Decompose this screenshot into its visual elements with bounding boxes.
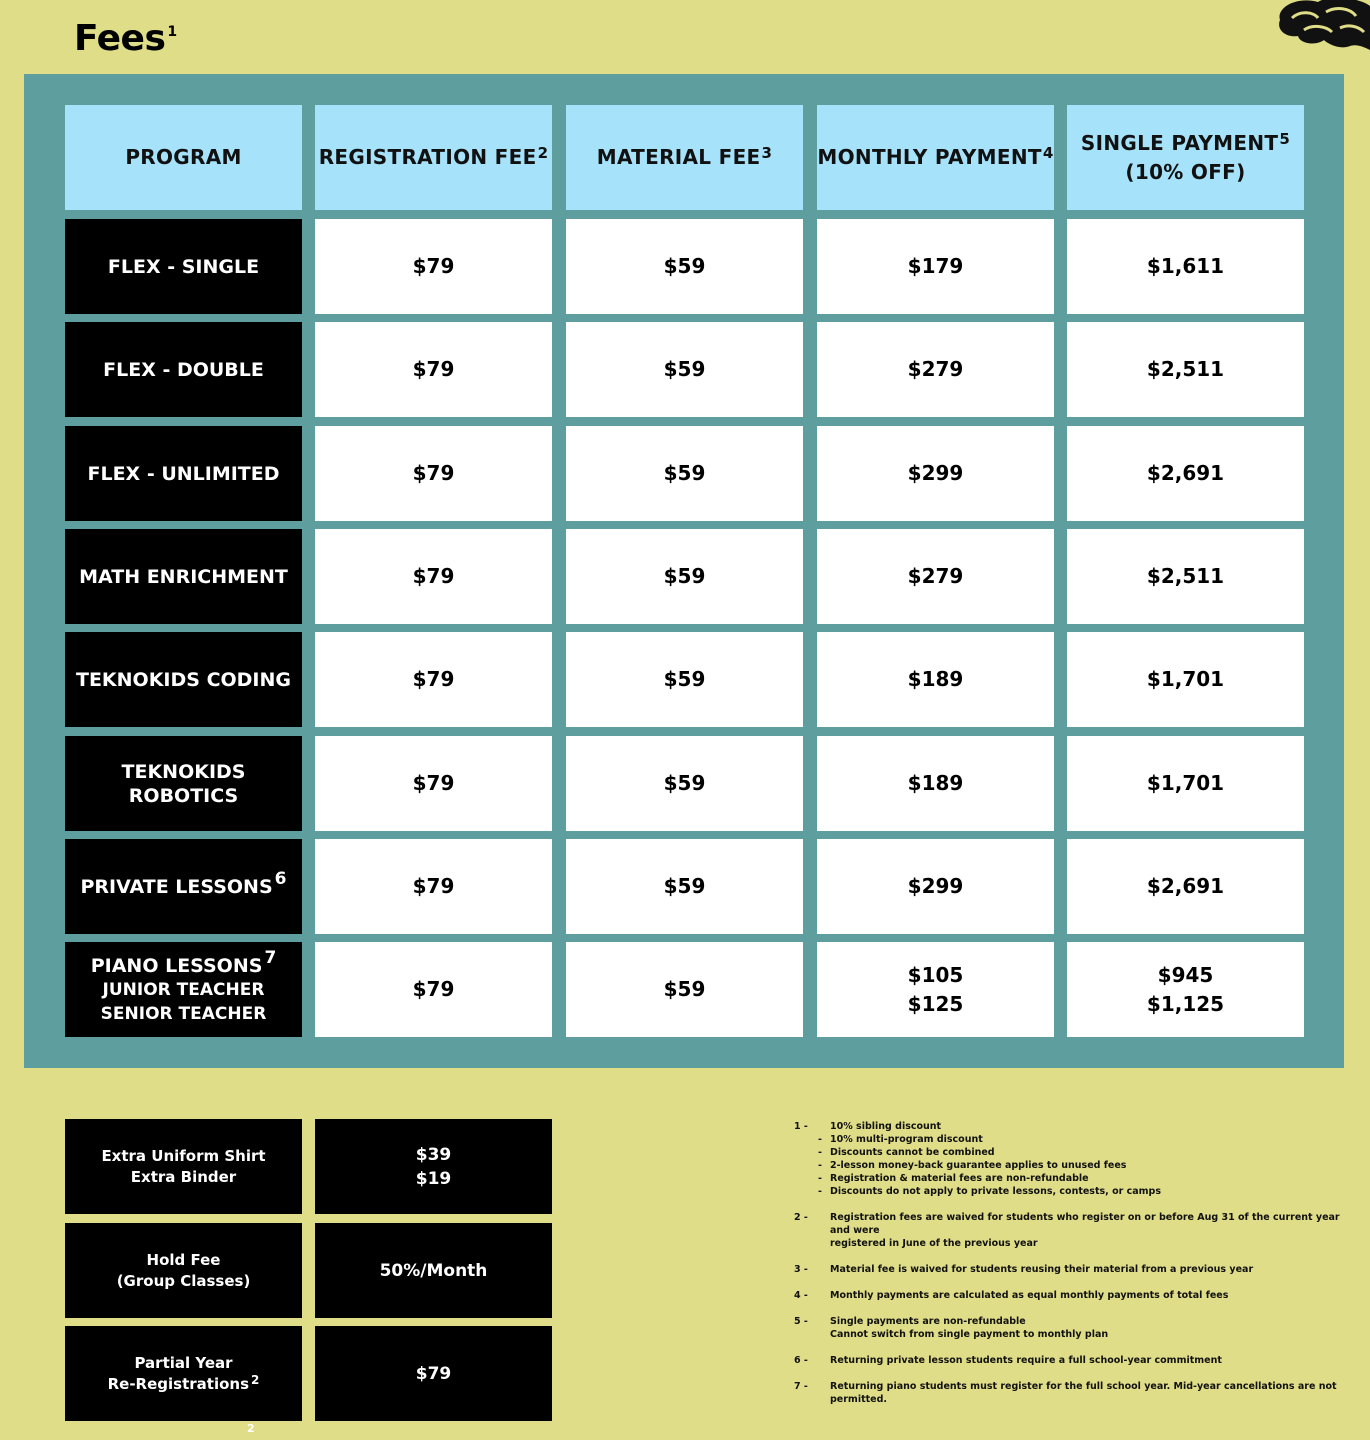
monthly-payment-cell: $279 [817, 529, 1054, 624]
monthly-payment-cell: $279 [817, 322, 1054, 417]
program-cell: FLEX - DOUBLE [65, 322, 302, 417]
registration-fee-cell: $79 [315, 736, 552, 831]
program-cell: TEKNOKIDS CODING [65, 632, 302, 727]
single-payment-cell: $1,701 [1067, 736, 1304, 831]
page-title: Fees $^1$ [74, 18, 177, 59]
footnote-marker: 3 [761, 144, 773, 162]
footnote-item: 2 - Registration fees are waived for students who register on or before Aug 31 of the current year and were registered in June of the previous year [794, 1212, 1340, 1249]
single-payment-cell: $2,691 [1067, 426, 1304, 521]
single-payment-cell: $2,691 [1067, 839, 1304, 934]
material-fee-cell: $59 [566, 839, 803, 934]
registration-fee-cell: $79 [315, 632, 552, 727]
monthly-payment-cell: $299 [817, 839, 1054, 934]
material-fee-cell: $59 [566, 219, 803, 314]
material-fee-cell: $59 [566, 529, 803, 624]
single-payment-cell: $2,511 [1067, 529, 1304, 624]
material-fee-cell: $59 [566, 736, 803, 831]
material-fee-cell: $59 [566, 942, 803, 1037]
footnote-item: 7 - Returning piano students must register for the full school year. Mid-year cancellations are not permitted. [794, 1381, 1337, 1405]
extra-fee-label: Partial Year Re-Registrations $^2$ [65, 1326, 302, 1421]
single-payment-cell: $945 $1,125 [1067, 942, 1304, 1037]
footnote-marker: 2 [251, 1372, 260, 1387]
program-cell: MATH ENRICHMENT [65, 529, 302, 624]
registration-fee-cell: $79 [315, 219, 552, 314]
monthly-payment-cell: $189 [817, 632, 1054, 727]
monthly-payment-cell: $105 $125 [817, 942, 1054, 1037]
program-cell: FLEX - UNLIMITED [65, 426, 302, 521]
footnote-marker: 4 [1042, 144, 1054, 162]
extra-fee-value: $39 $19 [315, 1119, 552, 1214]
extra-fee-label: Hold Fee (Group Classes) [65, 1223, 302, 1318]
program-cell: FLEX - SINGLE [65, 219, 302, 314]
single-payment-cell: $2,511 [1067, 322, 1304, 417]
extra-fee-value: 50%/Month [315, 1223, 552, 1318]
footnote-marker: 2 [537, 144, 549, 162]
extra-fee-value: $79 [315, 1326, 552, 1421]
monthly-payment-cell: $299 [817, 426, 1054, 521]
footnote-item: 5 - Single payments are non-refundable Cannot switch from single payment to monthly plan [794, 1316, 1109, 1340]
program-cell: PIANO LESSONS $^7$ JUNIOR TEACHER SENIOR TEACHER [65, 942, 302, 1037]
footnote-marker: 7 [264, 947, 277, 968]
header-registration-fee: REGISTRATION FEE$^2$ [315, 105, 552, 210]
header-single-payment: SINGLE PAYMENT$^5$ (10% OFF) [1067, 105, 1304, 210]
material-fee-cell: $59 [566, 426, 803, 521]
registration-fee-cell: $79 [315, 529, 552, 624]
footnote-marker: 5 [1279, 129, 1291, 148]
registration-fee-cell: $79 [315, 839, 552, 934]
footnote-marker: 6 [274, 868, 287, 889]
material-fee-cell: $59 [566, 632, 803, 727]
page-number: 2 [247, 1422, 255, 1435]
registration-fee-cell: $79 [315, 942, 552, 1037]
fee-table [24, 74, 1344, 1068]
registration-fee-cell: $79 [315, 322, 552, 417]
material-fee-cell: $59 [566, 322, 803, 417]
footnotes [792, 1120, 1352, 1419]
single-payment-cell: $1,611 [1067, 219, 1304, 314]
program-cell: TEKNOKIDS ROBOTICS [65, 736, 302, 831]
brain-logo-icon [1270, 0, 1370, 50]
header-monthly-payment: MONTHLY PAYMENT$^4$ [817, 105, 1054, 210]
header-material-fee: MATERIAL FEE$^3$ [566, 105, 803, 210]
registration-fee-cell: $79 [315, 426, 552, 521]
extra-fee-label: Extra Uniform Shirt Extra Binder [65, 1119, 302, 1214]
monthly-payment-cell: $179 [817, 219, 1054, 314]
footnote-item: 1 - 10% sibling discount - 10% multi-program discount - Discounts cannot be combined - 2-lesson money-back guarantee applies to unused fees - Registration & material fees are non-refundable - Discounts do not apply to private lessons, contests, or camps [794, 1121, 1161, 1197]
program-cell: PRIVATE LESSONS $^6$ [65, 839, 302, 934]
footnote-item: 4 - Monthly payments are calculated as equal monthly payments of total fees [794, 1290, 1229, 1301]
single-payment-cell: $1,701 [1067, 632, 1304, 727]
header-program: PROGRAM [65, 105, 302, 210]
footnote-item: 3 - Material fee is waived for students reusing their material from a previous year [794, 1264, 1254, 1275]
monthly-payment-cell: $189 [817, 736, 1054, 831]
footnote-item: 6 - Returning private lesson students require a full school-year commitment [794, 1355, 1222, 1366]
title-footnote-marker: 1 [167, 24, 177, 40]
